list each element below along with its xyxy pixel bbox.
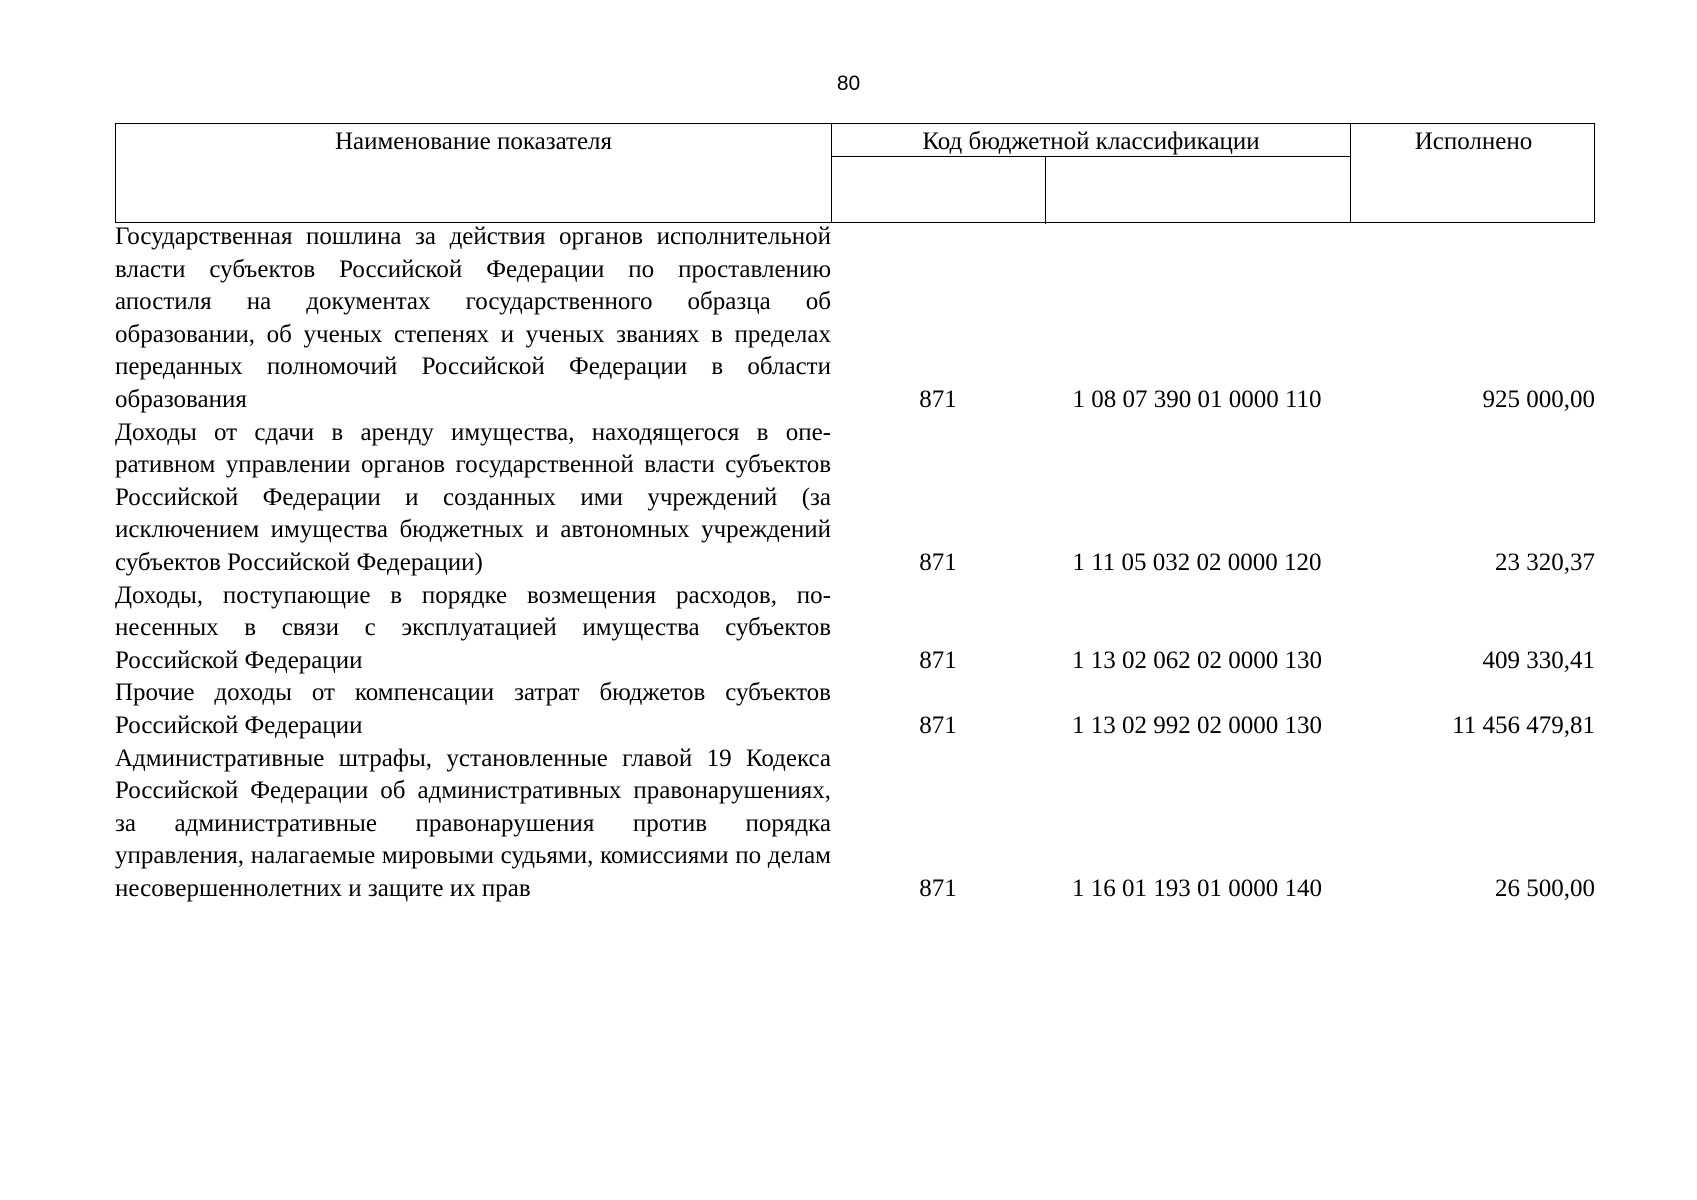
row-name: Прочие доходы от компенсации затрат бюджетов субъектов Российской Федерации: [115, 679, 831, 739]
table-row: [115, 580, 1595, 678]
row-name: Доходы, поступающие в порядке возмещения расходов, понесенных в связи с эксплуатацией имущества субъектов Российской Федерации: [115, 581, 831, 674]
row-executed: 11 456 479,81: [1452, 711, 1595, 739]
row-admin-code: 871: [919, 711, 957, 739]
row-admin-code: 871: [919, 385, 957, 413]
header-executed: Исполнено: [1350, 124, 1596, 222]
table-header: [115, 123, 1595, 223]
row-executed: 409 330,41: [1482, 646, 1595, 674]
row-name: Доходы от сдачи в аренду имущества, находящегося в оперативном управлении органов государственной власти субъектов Российской Федерации и созданных ими учреждений (за исключением имущества бюджетных и автономных учреждений субъектов Российской Федерации): [115, 418, 831, 576]
row-name: Государственная пошлина за действия органов исполнительной власти субъектов Российской Федерации по проставлению апостиля на документах государственного образца об образовании, об ученых степенях и ученых званиях в пределах переданных полномочий Российской Федерации в области образования: [115, 223, 831, 413]
row-executed: 925 000,00: [1482, 385, 1595, 413]
header-admin-code-subcell: [832, 157, 1046, 224]
table-body: [115, 221, 1595, 905]
row-budget-code: 1 13 02 992 02 0000 130: [1072, 711, 1322, 739]
row-admin-code: 871: [919, 548, 957, 576]
row-budget-code: 1 08 07 390 01 0000 110: [1072, 385, 1322, 413]
page-number: 80: [836, 72, 861, 95]
row-budget-code: 1 13 02 062 02 0000 130: [1072, 646, 1322, 674]
row-executed: 26 500,00: [1495, 874, 1595, 902]
table-row: [115, 417, 1595, 580]
header-classification-code-subcell: [1046, 157, 1350, 224]
row-executed: 23 320,37: [1495, 548, 1595, 576]
row-budget-code: 1 11 05 032 02 0000 120: [1072, 548, 1322, 576]
row-name: Административные штрафы, установленные главой 19 Кодекса Российской Федерации об административных правонарушениях, за административные правонарушения против порядка управления, налагаемые мировыми судьями, комиссиями по делам несовершеннолетних и защите их прав: [115, 744, 831, 902]
table-row: [115, 221, 1595, 417]
table-row: [115, 677, 1595, 742]
row-budget-code: 1 16 01 193 01 0000 140: [1072, 874, 1322, 902]
table-row: [115, 743, 1595, 906]
row-admin-code: 871: [919, 874, 957, 902]
header-name: Наименование показателя: [116, 124, 832, 222]
row-admin-code: 871: [919, 646, 957, 674]
header-budget-code: Код бюджетной классификации: [832, 124, 1350, 157]
